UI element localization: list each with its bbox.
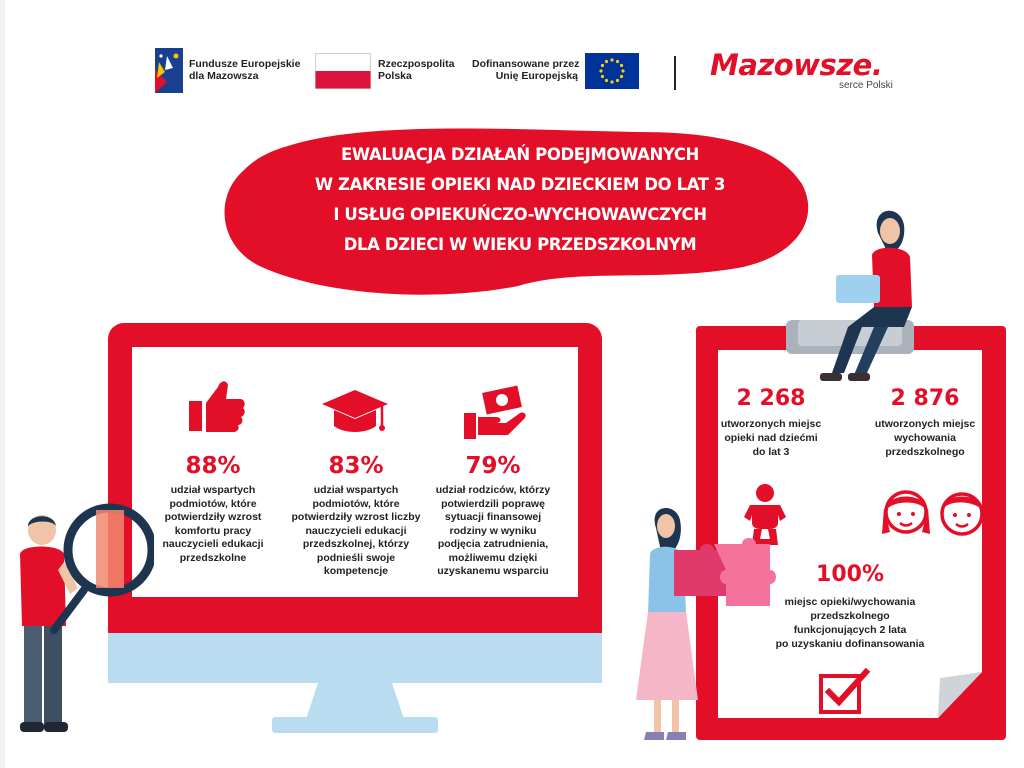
- stat-description: udział rodziców, którzy potwierdzili poprawę sytuacji finansowej rodziny w wyniku podjęcia zatrudnienia, możliwemu dzięki uzyskanemu wsparciu: [435, 484, 551, 577]
- stat-description-sustainability: miejsc opieki/wychowania przedszkolnego funkcjonujących 2 lata po uzyskaniu dofinansowania: [775, 596, 925, 650]
- eu-logo-text: Dofinansowane przez Unię Europejską: [472, 58, 580, 82]
- stat-value: 88%: [185, 453, 241, 479]
- stat-card-2: [281, 452, 431, 579]
- money-hand-icon: [462, 385, 528, 441]
- fe-logo-icon: [155, 48, 183, 93]
- checkbox-checked-icon: [818, 668, 872, 716]
- eu-star-icon: [620, 75, 623, 78]
- stat-value: 83%: [328, 453, 384, 479]
- page-title: EWALUACJA DZIAŁAŃ PODEJMOWANYCH W ZAKRESIE OPIEKI NAD DZIECKIEM DO LAT 3 I USŁUG OPIEKUŃCZO-WYCHOWAWCZYCH DLA DZIECI W WIEKU PRZEDSZKOLNYM: [314, 145, 726, 254]
- thumbs-up-icon: [188, 377, 246, 433]
- eu-star-icon: [601, 64, 604, 67]
- woman-with-puzzle-illustration: [630, 504, 778, 744]
- stat-value: 79%: [465, 453, 521, 479]
- man-with-magnifier-illustration: [14, 470, 154, 740]
- eu-star-icon: [601, 75, 604, 78]
- eu-star-icon: [599, 69, 602, 72]
- eu-star-icon: [605, 60, 608, 63]
- rp-logo-text: Rzeczpospolita Polska: [378, 58, 455, 82]
- logo-divider: [674, 56, 676, 90]
- eu-star-icon: [616, 79, 619, 82]
- poland-flag-icon: [315, 53, 371, 89]
- eu-star-icon: [605, 79, 608, 82]
- stat-value-sustainability: 100%: [816, 562, 884, 587]
- stat-description-care-places: utworzonych miejsc opieki nad dziećmi do lat 3: [720, 418, 822, 458]
- eu-flag-icon: [585, 53, 639, 89]
- stat-value-care-places: 2 268: [736, 386, 806, 411]
- stat-description: udział wspartych podmiotów, które potwierdziły wzrost komfortu pracy nauczycieli edukacji przedszkolne: [162, 484, 264, 564]
- eu-star-icon: [620, 64, 623, 67]
- stat-description-preschool-places: utworzonych miejsc wychowania przedszkolnego: [874, 418, 976, 458]
- children-faces-icon: [880, 484, 990, 542]
- stat-card-1: [138, 452, 288, 565]
- eu-star-icon: [621, 69, 624, 72]
- eu-star-icon: [610, 58, 613, 61]
- woman-with-laptop-illustration: [800, 203, 920, 383]
- left-edge-strip: [0, 0, 5, 768]
- fe-logo-text: Fundusze Europejskie dla Mazowsza: [189, 58, 301, 82]
- stat-card-3: [418, 452, 568, 579]
- eu-star-icon: [616, 60, 619, 63]
- eu-star-icon: [610, 80, 613, 83]
- stat-value-preschool-places: 2 876: [890, 386, 960, 411]
- mazowsze-logo: Mazowsze.: [710, 48, 883, 82]
- mazowsze-tagline: serce Polski: [839, 80, 893, 91]
- graduation-cap-icon: [320, 388, 390, 438]
- stat-description: udział wspartych podmiotów, które potwierdziły wzrost liczby nauczycieli edukacji przedszkolnej, którzy podnieśli swoje kompetencje: [291, 484, 421, 577]
